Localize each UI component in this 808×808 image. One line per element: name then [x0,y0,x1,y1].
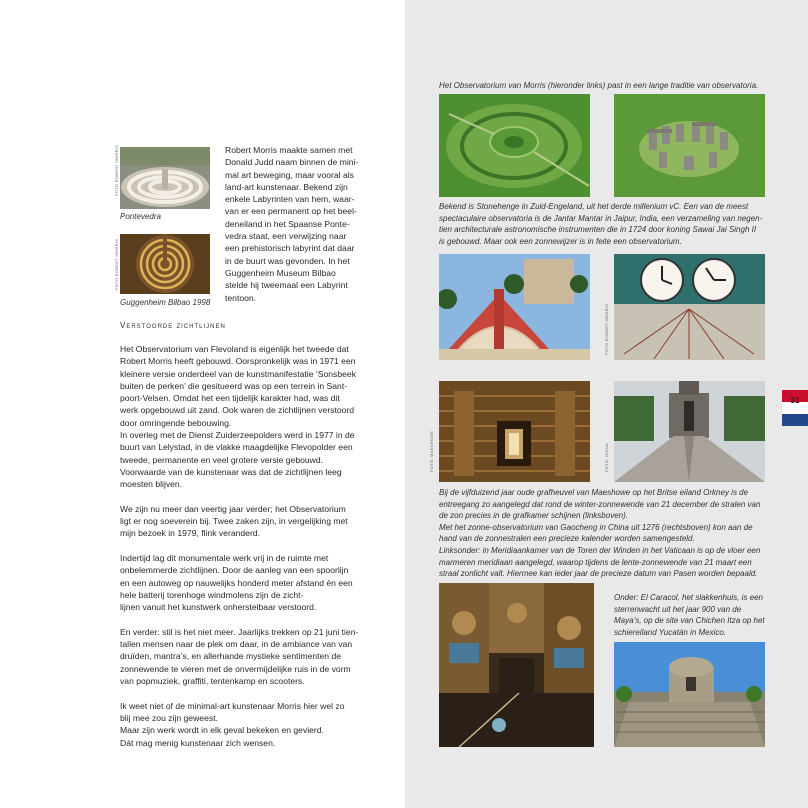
page-number: 31 [790,396,800,405]
paragraph [120,503,395,540]
text-line: ligt er nog soeverein bij. Twee zaken zijn, in vergelijking met [120,516,348,527]
stonehenge-photo [614,94,765,197]
text-line: Linksonder: in Meridiaankamer van de Toren der Winden in het Vaticaan is op de vloer een [439,545,761,555]
text-line: straal zonlicht valt. Hiermee kan ieder jaar de precieze datum van Pasen worden bepaald. [439,569,758,579]
paragraph [120,552,395,613]
text-line: en een autoweg op nauwelijks honderd meter afstand èn een [120,577,353,588]
stonehenge-jantar-caption [439,201,779,247]
text-line: hele batterij torenhoge windmolens zijn de zicht- [120,589,304,600]
text-line: buiten de perken’ die gesitueerd was op een terrein in Sant- [120,380,348,391]
text-line: tentoon. [225,292,257,303]
sundial-photo [614,254,765,360]
text-line: Bij de vijfduizend jaar oude grafheuvel van Maeshowe op het Britse eiland Orkney is de [439,488,749,497]
paragraph [120,700,395,749]
text-line: buurt van Lelystad, in de vlakke maagdelijke Flevopolder een [120,442,353,453]
text-line: We zijn nu meer dan veertig jaar verder; het Observatorium [120,503,346,514]
text-line: werk opgebouwd uit zand. Ook waren de zichtlijnen verstoord [120,405,355,416]
text-line: land-art kunstenaar. Bekend zijn [225,181,348,192]
maeshowe-photo [439,381,590,482]
guggenheim-caption: Guggenheim Bilbao 1998 [120,298,211,307]
text-line: sterrenwacht uit het jaar 900 van de [614,604,742,614]
section-heading: Verstoorde zichtlijnen [120,321,226,330]
text-line: Voorwaarde van de kunstenaar was dat de zichtlijnen leeg [120,466,342,477]
text-line: In overleg met de Dienst Zuiderzeepolders werd in 1977 in de [120,430,355,441]
text-line: vedra staat, een verwijzing naar [225,231,347,242]
text-line: tallen mensen naar de plek om daar, in de ambiance van van [120,639,353,650]
top-caption: Het Observatorium van Morris (hieronder links) past in een lange traditie van observatoria. [439,81,759,90]
text-line: kleinere versie onderdeel van de kunstmanifestatie ‘Sonsbeek [120,368,356,379]
text-line: Indertijd lag dit monumentale werk vrij in de ruimte met [120,553,329,564]
text-line: onbelemmerde zichtlijnen. Door de aanleg van een spoorlijn [120,565,349,576]
intro-text [225,144,395,304]
photo-credit: FOTO: CHINA [604,442,609,472]
text-line: druïden, mantra’s, en allerhande mystieke sentimenten de [120,651,342,662]
photo-credit: FOTO ROBERT MORRIS [114,144,119,196]
text-line: En verder: stil is het niet meer. Jaarlijks trekken op 21 juni tien- [120,626,359,637]
text-line: hand van de zonnestralen een precieze kalender worden samengesteld. [439,534,695,544]
photo-credit: FOTO: MAESHOWE [429,430,434,472]
text-line: Ik weet niet of de minimal-art kunstenaar Morris hier wel zo [120,700,345,711]
pontevedra-labyrinth-photo [120,147,210,209]
text-line: Donald Judd naam binnen de mini- [225,157,359,168]
text-line: moesten blijven. [120,479,183,490]
text-line: van er een permanent op het beel- [225,206,357,217]
text-line: Maar zijn werk wordt in elk geval bekeken en gevierd. [120,725,324,736]
text-line: tweede, permanente en veel grotere versie gebouwd. [120,454,324,465]
text-line: blij mee zou zijn geweest. [120,712,218,723]
text-line: Robert Morris heeft gebouwd. Oorspronkelijk was in 1971 een [120,356,356,367]
text-line: schiereiland Yucatán in Mexico. [614,627,727,637]
text-line: Onder: El Caracol, het slakkenhuis, is een [614,593,763,602]
text-line: Guggenheim Museum Bilbao [225,267,336,278]
text-line: poort-Velsen. Omdat het een tijdelijk karakter had, was dit [120,393,340,404]
text-line: marmeren meridiaan aangelegd, waarop tijdens de lente-zonnewende van 21 maart een [439,557,752,567]
text-line: zonnewende te vieren met de onvermijdelijke ruis in de vorm [120,663,351,674]
meridian-room-photo [439,583,594,747]
text-line: stelde hij tweemaal een Labyrint [225,280,348,291]
flevoland-observatorium-photo [439,94,590,197]
text-line: Dàt mag menig kunstenaar zich wensen. [120,737,276,748]
text-line: mijn bezoek in 1979, flink veranderd. [120,528,260,539]
text-line: enkele Labyrinten van hem, waar- [225,194,355,205]
text-line: Bekend is Stonehenge in Zuid-Engeland, uit het derde millenium vC. Een van de meest [439,202,749,211]
el-caracol-photo [614,642,765,747]
pontevedra-caption: Pontevedra [120,212,161,221]
guggenheim-labyrinth-photo [120,234,210,294]
text-line: tien architecturale astronomische instrumenten die in 1724 door koning Sawai Jai Singh II [439,225,757,235]
text-line: spectaculaire observatoria is de Jantar Mantar in Jaipur, India, een verzameling van negen- [439,213,763,223]
main-article-text [120,343,395,761]
jantar-mantar-photo [439,254,590,360]
text-line: een prehistorisch labyrint dat daar [225,243,355,254]
text-line: entreegang zo aangelegd dat rond de winter-zonnewende van 21 december de stralen van [439,499,761,509]
gaocheng-observatory-photo [614,381,765,482]
text-line: deneiland in het Spaanse Ponte- [225,218,350,229]
text-line: Maya’s, op de site van Chichen Itza op het [614,616,765,626]
text-line: is gebouwd. Maar ook een zonnewijzer is in feite een observatorium. [439,236,682,246]
text-line: de zon precies in de grafkamer schijnen (linksboven). [439,511,628,521]
text-line: door omringende bebouwing. [120,417,232,428]
text-line: mal art beweging, maar vooral als [225,169,354,180]
text-line: Het Observatorium van Flevoland is eigenlijk het tweede dat [120,344,349,354]
el-caracol-caption [614,592,774,638]
text-line: in de buurt was gevonden. In het [225,255,350,266]
photo-credit: FOTO ROBERT MORRIS [114,238,119,290]
paragraph [120,626,395,687]
photo-credit: FOTO ROBERT MORRIS [604,303,609,355]
text-line: van popmuziek, graffiti, tentenkamp en scooters. [120,676,305,687]
text-line: Robert Morris maakte samen met [225,145,353,155]
text-line: Met het zonne-observatorium van Gaocheng in China uit 1276 (rechtsboven) kon aan de [439,522,753,532]
maeshowe-gaocheng-caption [439,487,779,580]
text-line: lijnen vanuit het kunstwerk onherstelbaar verstoord. [120,602,317,613]
paragraph [120,343,395,491]
